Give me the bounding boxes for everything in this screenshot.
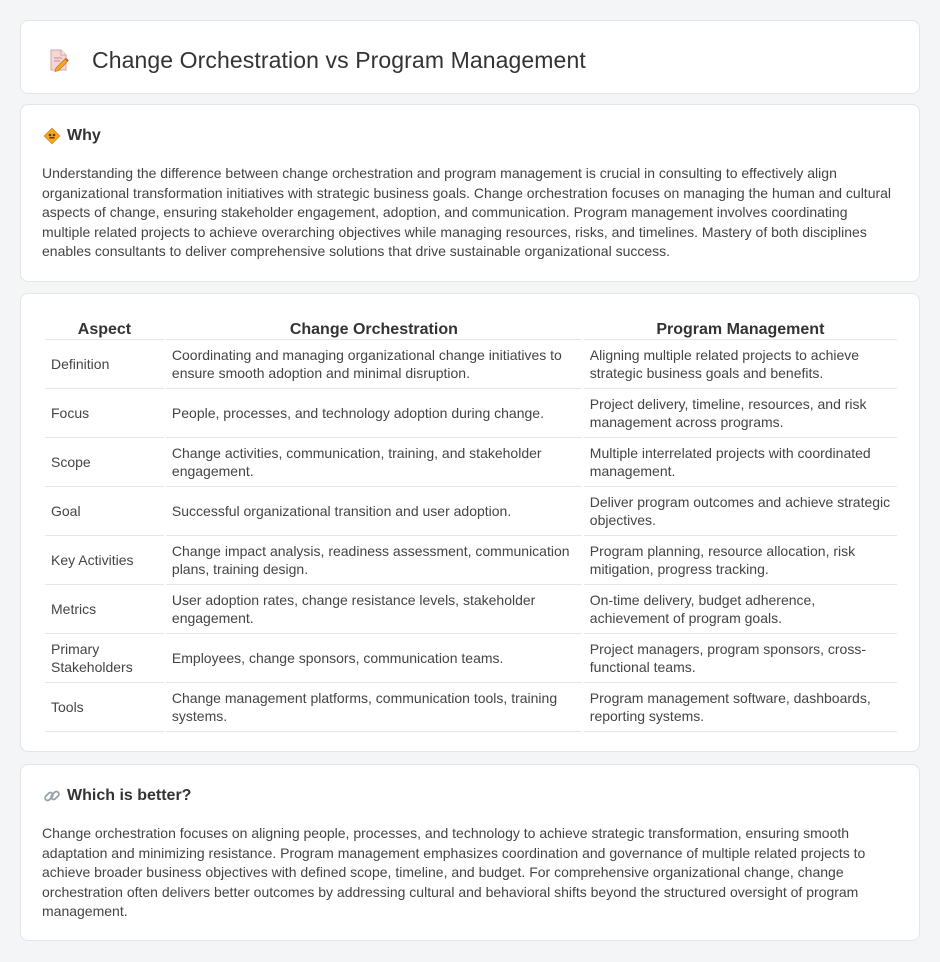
- header-program-management: Program Management: [584, 315, 897, 340]
- comparison-table: [43, 315, 899, 732]
- aspect-cell: Scope: [45, 438, 164, 487]
- change-orchestration-cell: Change impact analysis, readiness assessment, communication plans, training design.: [166, 536, 582, 585]
- diamond-sign-icon: [43, 127, 61, 145]
- program-management-cell: Aligning multiple related projects to achieve strategic business goals and benefits.: [584, 340, 897, 389]
- program-management-cell: Multiple interrelated projects with coordinated management.: [584, 438, 897, 487]
- table-header-row: [45, 315, 897, 340]
- change-orchestration-cell: Coordinating and managing organizational change initiatives to ensure smooth adoption and minimal disruption.: [166, 340, 582, 389]
- table-row: [45, 438, 897, 487]
- aspect-cell: Definition: [45, 340, 164, 389]
- header-card: [20, 20, 920, 94]
- why-title: Why: [67, 127, 101, 144]
- comparison-card: [20, 293, 920, 752]
- program-management-cell: Program planning, resource allocation, risk mitigation, progress tracking.: [584, 536, 897, 585]
- table-row: [45, 634, 897, 683]
- program-management-cell: Deliver program outcomes and achieve strategic objectives.: [584, 487, 897, 536]
- change-orchestration-cell: Change activities, communication, training, and stakeholder engagement.: [166, 438, 582, 487]
- table-row: [45, 389, 897, 438]
- change-orchestration-cell: Employees, change sponsors, communication teams.: [166, 634, 582, 683]
- table-row: [45, 585, 897, 634]
- aspect-cell: Key Activities: [45, 536, 164, 585]
- table-row: [45, 536, 897, 585]
- program-management-cell: Program management software, dashboards, reporting systems.: [584, 683, 897, 732]
- program-management-cell: On-time delivery, budget adherence, achievement of program goals.: [584, 585, 897, 634]
- change-orchestration-cell: Successful organizational transition and user adoption.: [166, 487, 582, 536]
- why-heading: [43, 127, 101, 145]
- pencil-note-icon: [48, 48, 70, 72]
- table-row: [45, 487, 897, 536]
- why-section: [20, 104, 920, 282]
- change-orchestration-cell: User adoption rates, change resistance levels, stakeholder engagement.: [166, 585, 582, 634]
- aspect-cell: Focus: [45, 389, 164, 438]
- change-orchestration-cell: Change management platforms, communication tools, training systems.: [166, 683, 582, 732]
- header-change-orchestration: Change Orchestration: [166, 315, 582, 340]
- link-icon: [43, 787, 61, 805]
- better-heading: [43, 787, 191, 805]
- table-row: [45, 340, 897, 389]
- table-row: [45, 683, 897, 732]
- page-title: Change Orchestration vs Program Management: [92, 46, 586, 73]
- program-management-cell: Project delivery, timeline, resources, and risk management across programs.: [584, 389, 897, 438]
- program-management-cell: Project managers, program sponsors, cross-functional teams.: [584, 634, 897, 683]
- title-row: [48, 45, 586, 75]
- why-text: Understanding the difference between change orchestration and program management is crucial in consulting to effectively align organizational transformation initiatives with strategic business goals. Change orchestration focuses on managing the human and cultural aspects of change, ensuring stakeholder engagement, adoption, and communication. Program management involves coordinating multiple related projects to achieve overarching objectives while managing resources, risks, and timelines. Mastery of both disciplines enables consultants to deliver comprehensive solutions that drive sustainable organizational success.: [42, 165, 892, 260]
- better-text: Change orchestration focuses on aligning people, processes, and technology to achieve strategic transformation, ensuring smooth adaptation and minimizing resistance. Program management emphasizes coordination and governance of multiple related projects to achieve broader business objectives with defined scope, timeline, and budget. For comprehensive organizational change, change orchestration often delivers better outcomes by addressing cultural and behavioral shifts beyond the structured oversight of program management.: [42, 825, 866, 920]
- aspect-cell: Metrics: [45, 585, 164, 634]
- aspect-cell: Primary Stakeholders: [45, 634, 164, 683]
- which-is-better-section: [20, 764, 920, 941]
- header-aspect: Aspect: [45, 315, 164, 340]
- change-orchestration-cell: People, processes, and technology adoption during change.: [166, 389, 582, 438]
- aspect-cell: Goal: [45, 487, 164, 536]
- aspect-cell: Tools: [45, 683, 164, 732]
- better-title: Which is better?: [67, 787, 192, 804]
